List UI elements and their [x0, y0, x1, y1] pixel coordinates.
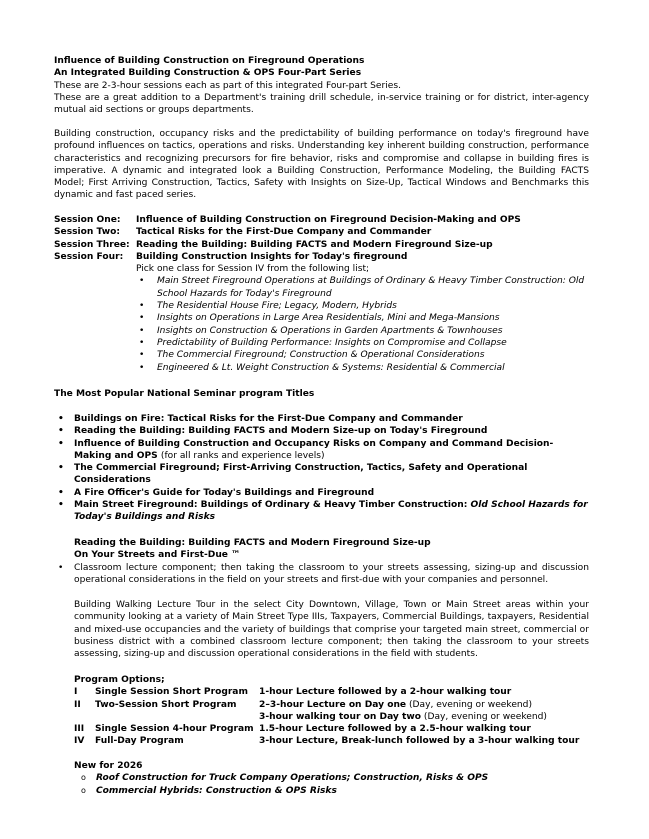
doc-subtitle: An Integrated Building Construction & OPS Four-Part Series: [54, 68, 362, 79]
program-name: Single Session Short Program: [95, 687, 248, 698]
popular-heading: The Most Popular National Seminar program Titles: [54, 389, 315, 399]
session-label: Session Two:: [54, 227, 121, 238]
list-item: • Predictability of Building Performance: Insights on Compromise and Collapse: [136, 337, 586, 349]
table-row: [74, 711, 579, 723]
item-text: Influence of Building Construction and Occupancy Risks on Company and Command Decision-Making and OPS: [74, 438, 554, 461]
popular-list: [54, 413, 589, 524]
table-row: [74, 699, 579, 711]
program-table: [74, 686, 579, 747]
reading-title-1: Reading the Building: Building FACTS and Modern Fireground Size-up: [74, 538, 431, 548]
program-desc: 3-hour Lecture, Break-lunch followed by a 3-hour walking tour: [259, 736, 580, 747]
reading-section: [54, 537, 589, 586]
session-row: [54, 214, 589, 226]
list-item: [54, 499, 589, 524]
program-desc: 1.5-hour Lecture followed by a 2.5-hour walking tour: [259, 724, 531, 735]
intro-paragraph: Building construction, occupancy risks and the predictability of building performance on today's fireground have profound influences on tactics, operations and risks. Understanding key inherent building construction, performance characteristics and recognizing precursors for fire behavior, risks and compromise and collapse in building fires is imperative. A dynamic and integrated look a Building Construction, Performance Modeling, the Building FACTS Model; First Arriving Construction, Tactics, Safety with Insights on Size-Up, Tactical Windows and Benchmarks this dynamic and fast paced series.: [54, 129, 589, 201]
session-title: Building Construction Insights for Today's fireground: [136, 251, 408, 262]
list-item: • Classroom lecture component; then taking the classroom to your streets assessing, sizing-up and discussion operational considerations in the field on your streets and first-due with your companies and personnel.: [54, 562, 589, 587]
program-num: IV: [74, 736, 85, 747]
header-line-1: These are 2-3-hour sessions each as part of this integrated Four-part Series.: [54, 80, 402, 91]
program-num: I: [74, 687, 78, 698]
table-row: [74, 686, 579, 698]
session-title: Tactical Risks for the First-Due Company and Commander: [136, 227, 432, 238]
program-name: [95, 711, 259, 723]
list-item: • The Commercial Fireground; First-Arriving Construction, Tactics, Safety and Operational Considerations: [54, 462, 534, 487]
list-item: • Main Street Fireground Operations at Buildings of Ordinary & Heavy Timber Construction: Old School Hazards for Today's Fireground: [136, 275, 586, 300]
list-item: • Reading the Building: Building FACTS and Modern Size-up on Today's Fireground: [54, 425, 589, 437]
table-row: [74, 735, 579, 747]
item-text-italic: Old School Hazards for Today's Buildings and Risks: [74, 500, 588, 523]
header: [54, 55, 589, 116]
program-num: II: [74, 699, 81, 710]
item-note: (for all ranks and experience levels): [160, 450, 325, 461]
new-2026-section: [74, 760, 589, 797]
walking-tour-paragraph: Building Walking Lecture Tour in the select City Downtown, Village, Town or Main Street areas within your community looking at a variety of Main Street Type IIIs, Taxpayers, Commercial Buildings, taxpayers, Residential and mixed-use occupancies and the variety of buildings that comprise your targeted main street, commercial or business district with a combined classroom lecture component; then taking the classroom to your streets assessing, sizing-up and discussion operational considerations in the field with students.: [74, 600, 589, 660]
session-label: Session Three:: [54, 239, 130, 250]
reading-title-2: On Your Streets and First-Due ™: [74, 550, 241, 561]
list-item: • Insights on Operations in Large Area Residentials, Mini and Mega-Mansions: [136, 312, 586, 324]
list-item: [54, 438, 564, 463]
new-2026-list: [74, 772, 589, 797]
new-2026-heading: New for 2026: [74, 761, 143, 771]
list-item: • Engineered & Lt. Weight Construction & Systems: Residential & Commercial: [136, 362, 586, 374]
header-line-2: These are a great addition to a Department's training drill schedule, in-service training or for district, inter-agency mutual aid sections or groups departments.: [54, 92, 589, 116]
session-four-options: [54, 263, 589, 374]
session-four-pick: Pick one class for Session IV from the following list;: [136, 264, 370, 275]
list-item: • The Residential House Fire; Legacy, Modern, Hybrids: [136, 300, 586, 312]
program-name: Two-Session Short Program: [95, 699, 237, 710]
list-item: o Commercial Hybrids: Construction & OPS Risks: [74, 785, 589, 797]
table-row: [74, 723, 579, 735]
program-num: III: [74, 724, 85, 735]
popular-list-wrap: [54, 413, 589, 524]
session-title: Reading the Building: Building FACTS and Modern Fireground Size-up: [136, 239, 493, 250]
program-name: Single Session 4-hour Program: [95, 724, 254, 735]
doc-title: Influence of Building Construction on Fireground Operations: [54, 56, 365, 66]
program-desc: 2–3-hour Lecture on Day one (Day, evening or weekend): [259, 699, 532, 710]
list-item: o Roof Construction for Truck Company Operations; Construction, Risks & OPS: [74, 772, 589, 784]
program-desc: 1-hour Lecture followed by a 2-hour walking tour: [259, 687, 512, 698]
item-text: Main Street Fireground: Buildings of Ordinary & Heavy Timber Construction:: [74, 500, 471, 511]
list-item: • Insights on Construction & Operations in Garden Apartments & Townhouses: [136, 325, 586, 337]
list-item: • The Commercial Fireground; Construction & Operational Considerations: [136, 349, 586, 361]
program-desc: 3-hour walking tour on Day two (Day, evening or weekend): [259, 711, 547, 722]
list-item: • Buildings on Fire: Tactical Risks for the First-Due Company and Commander: [54, 413, 589, 425]
program-num: [74, 711, 95, 723]
session-row: [54, 226, 589, 238]
session-label: Session One:: [54, 215, 121, 225]
session-row: [54, 239, 589, 251]
program-options: [74, 674, 589, 748]
session-label: Session Four:: [54, 251, 124, 262]
session-four-list: [136, 275, 586, 373]
list-item: • A Fire Officer's Guide for Today's Buildings and Fireground: [54, 487, 589, 499]
session-title: Influence of Building Construction on Fireground Decision-Making and OPS: [136, 215, 521, 225]
program-heading: Program Options;: [74, 675, 165, 685]
session-row: [54, 251, 589, 263]
sessions-list: [54, 214, 589, 374]
program-name: Full-Day Program: [95, 736, 184, 747]
reading-list: [54, 562, 589, 587]
